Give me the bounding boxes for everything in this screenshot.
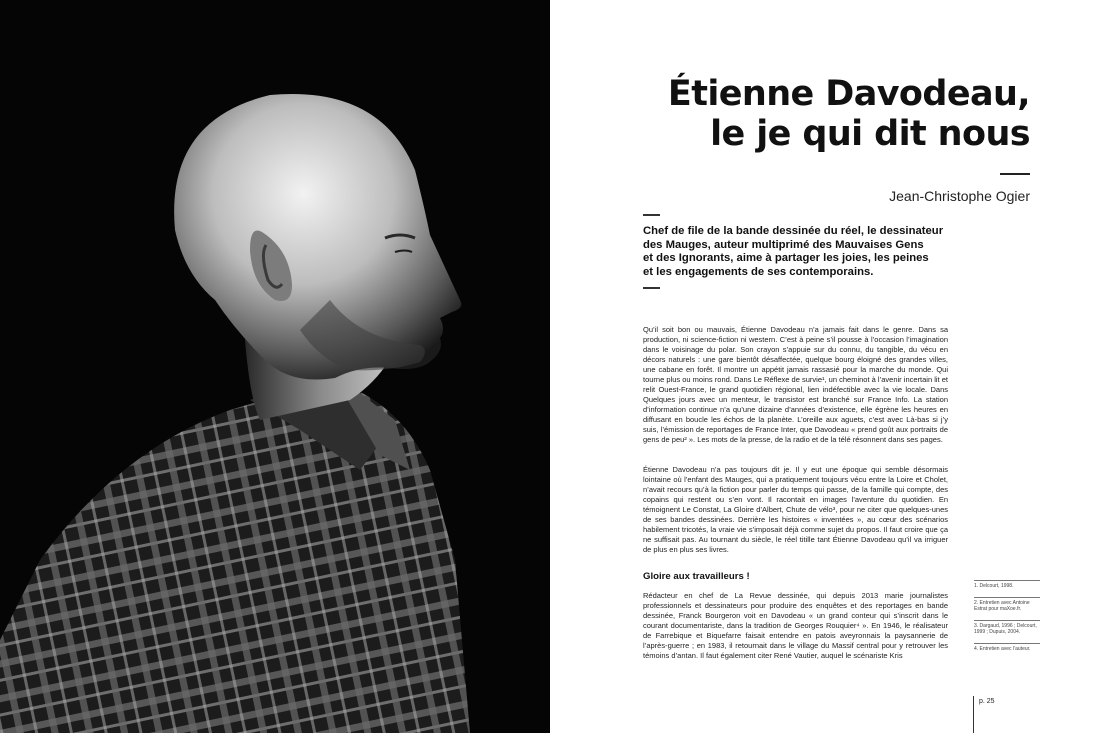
lead-line: et les engagements de ses contemporains. [643,265,874,278]
article-lead [643,225,943,279]
section-heading: Gloire aux travailleurs ! [643,571,750,582]
article-title [590,74,1030,154]
lead-line: Chef de file de la bande dessinée du réel, le dessinateur [643,225,944,237]
footnotes [974,580,1040,660]
page-number-rule [973,696,974,733]
article-author: Jean-Christophe Ogier [889,188,1030,204]
footnote: 2. Entretien avec Antoine Estrat pour maXoe.fr. [974,597,1040,613]
lead-top-dash [643,214,660,216]
title-divider [1000,173,1030,175]
footnote: 3. Dargaud, 1996 ; Delcourt, 1999 ; Dupuis, 2004. [974,620,1040,636]
lead-bottom-dash [643,287,660,289]
footnote: 4. Entretien avec l’auteur. [974,643,1040,653]
article-page [550,0,1100,733]
lead-line: des Mauges, auteur multiprimé des Mauvaises Gens [643,238,924,251]
body-paragraph: Étienne Davodeau n’a pas toujours dit je. Il y eut une époque qui semble désormais lointaine où l’enfant des Mauges, qui a pratiquement toujours vécu entre la Loire et Cholet, n’avait recours qu’à la fiction pour parler du temps qui passe, de la famille qui compte, des copains qui restent ou s’en vont. Il racontait en images l’aventure du quotidien. En témoignent Le Constat, La Gloire d’Albert, Chute de vélo³, pour ne citer que quelques-unes de ses bandes dessinées. Derrière les histoires « inventées », au cœur des scénarios habilement tricotés, la vraie vie s’imposait déjà comme sujet du propos. Il faut croire que ça ne suffisait pas. Au tournant du siècle, le réel titille tant Étienne Davodeau qu’il va irriguer de plus en plus ses livres. [643,465,948,554]
footnote: 1. Delcourt, 1998. [974,580,1040,590]
body-paragraph: Rédacteur en chef de La Revue dessinée, qui depuis 2013 marie journalistes professionnels et dessinateurs pour produire des enquêtes et des reportages en bande dessinée, Franck Bourgeron voit en Davodeau « un grand conteur qui s’inscrit dans le courant documentariste, dans la tradition de Georges Rouquier⁴ ». En 1946, le réalisateur de Farrebique et Biquefarre faisait entendre en patois aveyronnais la paysannerie de l’après-guerre ; en 1983, il retournait dans le village du Massif central pour y retrouver les témoins d’antan. Il faut également citer René Vautier, auquel le scénariste Kris [643,591,948,660]
lead-line: et des Ignorants, aime à partager les joies, les peines [643,252,929,265]
article-title-line-2: le je qui dit nous [710,114,1030,154]
body-paragraph: Qu’il soit bon ou mauvais, Étienne Davodeau n’a jamais fait dans le genre. Dans sa production, ni science-fiction ni western. C’est à peine s’il pousse à l’occasion l’imagination dans le voisinage du polar. Son crayon s’appuie sur du connu, du tangible, du vécu en décors naturels : une gare bientôt désaffectée, quelque bourg éloigné des grandes villes, une cabane en forêt. Il montre un appétit jamais rassasié pour la marche du monde. Qui tourne plus ou moins rond. Dans Le Réflexe de survie¹, un cheminot à l’avenir incertain lit et relit Ouest-France, le grand quotidien régional, lien indéfectible avec la vie locale. Dans Quelques jours avec un menteur, le transistor est branché sur France Info. La station d’information continue n’a qu’une dizaine d’années d’existence, elle égrène les heures en diffusant en boucle les échos de la planète. L’oreille aux aguets, c’est avec Là-bas si j’y suis, l’émission de reportages de France Inter, que Davodeau « prend goût aux portraits de gens de peu² ». Les mots de la presse, de la radio et de la télé résonnent dans ses pages. [643,325,948,444]
article-title-line-1: Étienne Davodeau, [667,74,1030,114]
page-number: p. 25 [979,698,995,705]
